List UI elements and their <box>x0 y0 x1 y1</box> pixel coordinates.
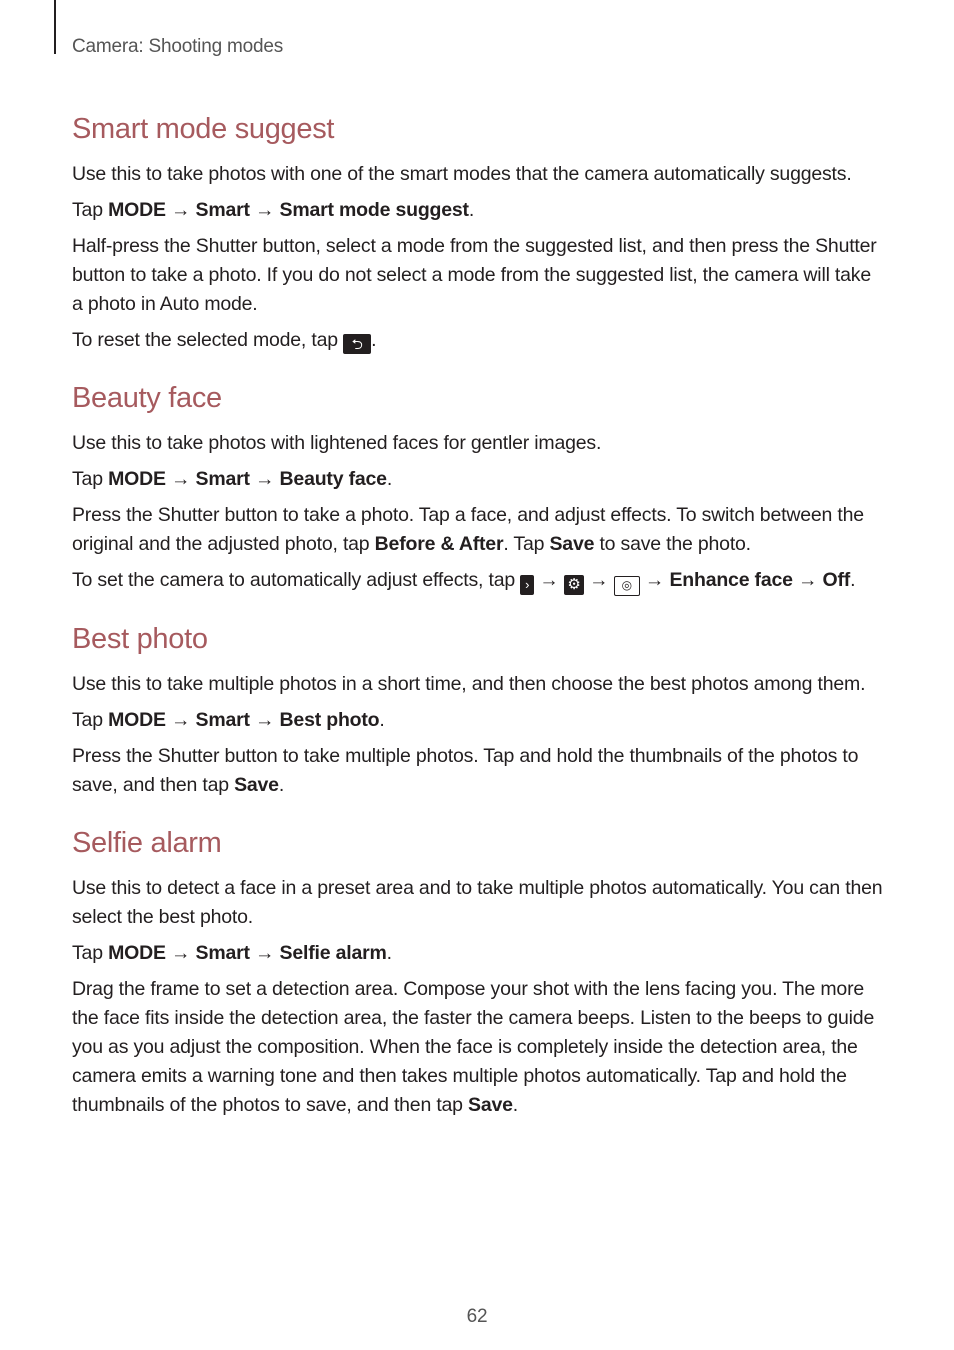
section-intro: Use this to take photos with one of the smart modes that the camera automatically suggests. <box>72 163 852 185</box>
tap-path: Tap MODE → Smart → Smart mode suggest. <box>72 199 475 221</box>
section-body: Press the Shutter button to take multiple photos. Tap and hold the thumbnails of the photos to save, and then tap Save. <box>72 745 859 796</box>
gear-icon: ⚙ <box>564 575 584 595</box>
section-intro: Use this to detect a face in a preset area and to take multiple photos automatically. You can then select the best photo. <box>72 877 883 928</box>
auto-adjust-instruction: To set the camera to automatically adjust effects, tap › → ⚙ → ◎ → Enhance face → Off. <box>72 566 884 596</box>
running-head: Camera: Shooting modes <box>72 36 284 57</box>
section-title: Beauty face <box>72 382 222 414</box>
chevron-right-icon: › <box>520 575 534 595</box>
section-selfie-alarm <box>72 822 884 1120</box>
section-intro: Use this to take multiple photos in a short time, and then choose the best photos among them. <box>72 673 866 695</box>
margin-rule <box>54 0 56 54</box>
tap-path: Tap MODE → Smart → Selfie alarm. <box>72 942 392 964</box>
reset-instruction: To reset the selected mode, tap ⮌ . <box>72 329 377 352</box>
section-title: Smart mode suggest <box>72 113 335 145</box>
section-intro: Use this to take photos with lightened faces for gentler images. <box>72 432 602 454</box>
section-body: Half-press the Shutter button, select a mode from the suggested list, and then press the Shutter button to take a photo. If you do not select a mode from the suggested list, the camera will take a photo in Auto mode. <box>72 235 877 315</box>
section-body: Press the Shutter button to take a photo. Tap a face, and adjust effects. To switch between the original and the adjusted photo, tap Before & After. Tap Save to save the photo. <box>72 504 864 555</box>
tap-path: Tap MODE → Smart → Beauty face. <box>72 468 393 490</box>
section-smart-mode-suggest <box>72 108 884 355</box>
section-beauty-face <box>72 377 884 596</box>
page-content <box>72 108 884 1127</box>
section-body: Drag the frame to set a detection area. Compose your shot with the lens facing you. The more the face fits inside the detection area, the faster the camera beeps. Listen to the beeps to guide you as you adjust the composition. When the face is completely inside the detection area, the camera emits a warning tone and then takes multiple photos automatically. Tap and hold the thumbnails of the photos to save, and then tap Save. <box>72 978 875 1116</box>
tap-path: Tap MODE → Smart → Best photo. <box>72 709 385 731</box>
camera-icon: ◎ <box>614 576 640 596</box>
section-title: Selfie alarm <box>72 827 222 859</box>
page-number: 62 <box>466 1306 488 1327</box>
back-icon: ⮌ <box>343 334 371 354</box>
section-title: Best photo <box>72 623 208 655</box>
section-best-photo <box>72 618 884 800</box>
